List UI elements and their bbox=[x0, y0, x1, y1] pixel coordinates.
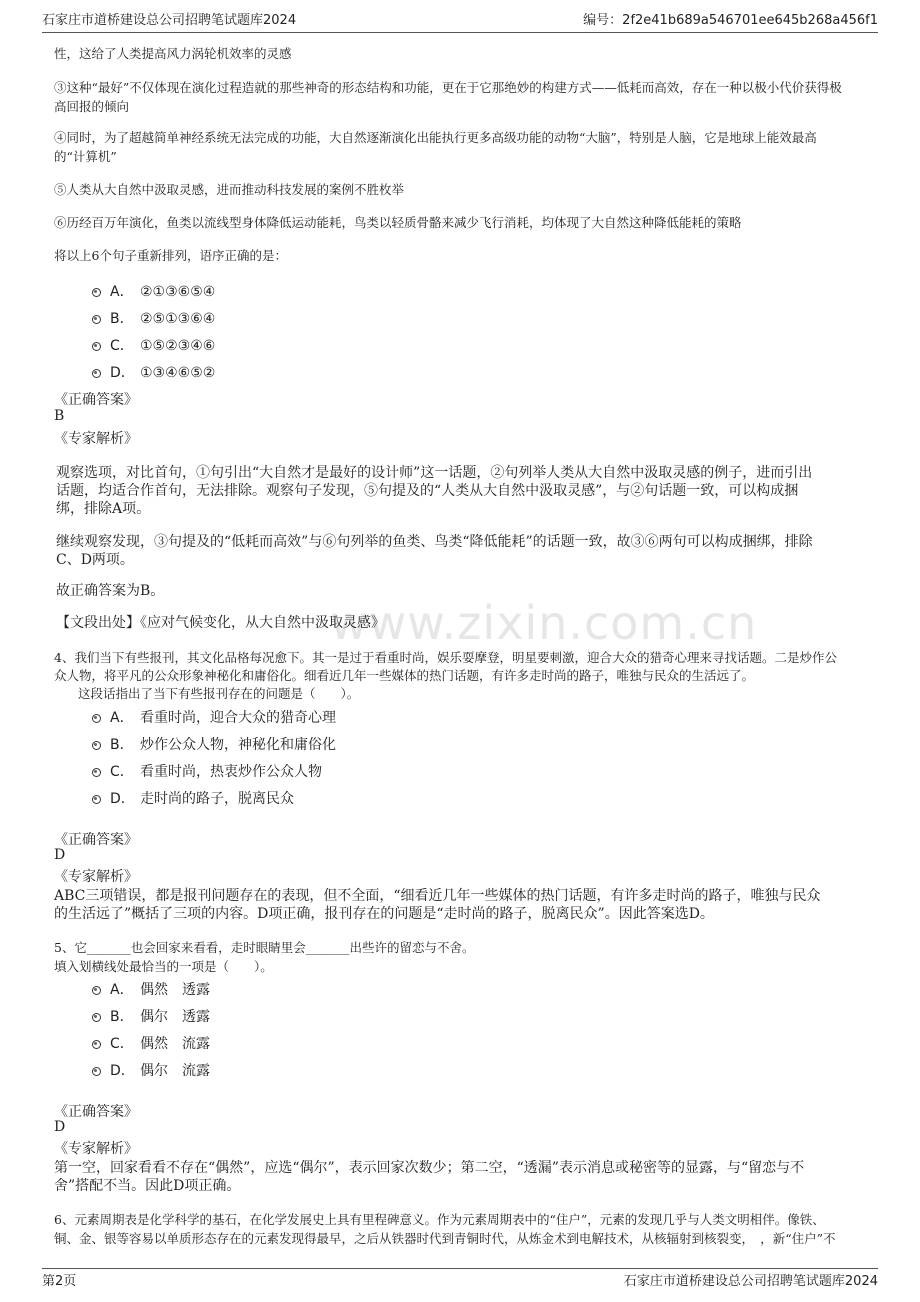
q3-analysis-1: 观察选项，对比首句，①句引出“大自然才是最好的设计师”这一话题，②句列举人类从大自然中汲取灵感的例子，进而引出 bbox=[56, 465, 813, 481]
q3-prompt: 将以上6个句子重新排列，语序正确的是： bbox=[54, 248, 287, 263]
q4-prompt: 这段话指出了当下有些报刊存在的问题是（ ）。 bbox=[78, 686, 360, 701]
q5-option-a[interactable]: A． 偶然 透露 bbox=[92, 979, 210, 999]
q3-analysis-6: 故正确答案为B。 bbox=[56, 583, 165, 599]
q3-line-4: ④同时，为了超越简单神经系统无法完成的功能，大自然逐渐演化出能执行更多高级功能的动物“大脑”，特别是人脑，它是地球上能效最高 bbox=[54, 130, 817, 145]
q3-option-d[interactable]: D． ①③④⑥⑤② bbox=[92, 362, 215, 382]
q5-analysis-1: 第一空，回家看看不存在“偶然”，应选“偶尔”，表示回家次数少；第二空，“透漏”表示消息或秘密等的显露，与“留恋与不 bbox=[54, 1160, 805, 1176]
q5-prompt: 填入划横线处最恰当的一项是（ ）。 bbox=[54, 959, 273, 974]
q3-line-1: 性，这给了人类提高风力涡轮机效率的灵感 bbox=[54, 46, 292, 61]
page-footer bbox=[42, 1268, 878, 1291]
header-title: 石家庄市道桥建设总公司招聘笔试题库2024 bbox=[42, 13, 297, 28]
q4-answer-heading: 《正确答案》 bbox=[54, 832, 138, 848]
q4-stem-2: 众人物，将平凡的公众形象神秘化和庸俗化。细看近几年一些媒体的热门话题，有许多走时尚的路子，唯独与民众的生活远了。 bbox=[54, 668, 755, 683]
q3-analysis-5: C、D两项。 bbox=[56, 552, 134, 568]
q3-line-5: 的“计算机” bbox=[54, 149, 117, 164]
q4-stem-1: 4、我们当下有些报刊，其文化品格每况愈下。其一是过于看重时尚，娱乐耍摩登，明星要刺激，迎合大众的猎奇心理来寻找话题。二是炒作公 bbox=[54, 650, 837, 665]
radio-icon[interactable] bbox=[92, 714, 101, 723]
watermark: www.zixin.com.cn bbox=[330, 596, 758, 650]
radio-icon[interactable] bbox=[92, 795, 101, 804]
radio-icon[interactable] bbox=[92, 288, 101, 297]
q5-analysis-heading: 《专家解析》 bbox=[54, 1141, 138, 1157]
q5-answer: D bbox=[54, 1119, 66, 1135]
q6-stem-1: 6、元素周期表是化学科学的基石，在化学发展史上具有里程碑意义。作为元素周期表中的“住户”，元素的发现几乎与人类文明相伴。像铁、 bbox=[54, 1212, 825, 1227]
q6-stem-2: 铜、金、银等容易以单质形态存在的元素发现得最早，之后从铁器时代到青铜时代，从炼金术到电解技术，从核辐射到核裂变， ，新“住户”不 bbox=[54, 1231, 836, 1246]
radio-icon[interactable] bbox=[92, 741, 101, 750]
radio-icon[interactable] bbox=[92, 1040, 101, 1049]
radio-icon[interactable] bbox=[92, 768, 101, 777]
q5-option-c[interactable]: C． 偶然 流露 bbox=[92, 1033, 210, 1053]
q3-option-a[interactable]: A． ②①③⑥⑤④ bbox=[92, 281, 215, 301]
radio-icon[interactable] bbox=[92, 1067, 101, 1076]
q5-stem: 5、它_______也会回家来看看，走时眼睛里会_______出些许的留恋与不舍。 bbox=[54, 940, 475, 955]
footer-title: 石家庄市道桥建设总公司招聘笔试题库2024 bbox=[623, 1274, 878, 1289]
q3-analysis-heading: 《专家解析》 bbox=[54, 431, 138, 447]
q3-answer: B bbox=[54, 408, 65, 424]
q3-line-3: 高回报的倾向 bbox=[54, 99, 130, 114]
radio-icon[interactable] bbox=[92, 1013, 101, 1022]
radio-icon[interactable] bbox=[92, 315, 101, 324]
q5-option-b[interactable]: B． 偶尔 透露 bbox=[92, 1006, 210, 1026]
q4-answer: D bbox=[54, 847, 66, 863]
q3-analysis-2: 话题，均适合作首句，无法排除。观察句子发现，⑤句提及的“人类从大自然中汲取灵感”，与②句话题一致，可以构成捆 bbox=[56, 483, 799, 499]
q4-analysis-2: 的生活远了”概括了三项的内容。D项正确，报刊存在的问题是“走时尚的路子，脱离民众”。因此答案选D。 bbox=[54, 906, 714, 922]
page-number: 第2页 bbox=[42, 1274, 77, 1289]
q3-option-b[interactable]: B． ②⑤①③⑥④ bbox=[92, 308, 215, 328]
q5-analysis-2: 舍”搭配不当。因此D项正确。 bbox=[54, 1178, 241, 1194]
q3-line-7: ⑥历经百万年演化，鱼类以流线型身体降低运动能耗，鸟类以轻质骨骼来减少飞行消耗，均体现了大自然这种降低能耗的策略 bbox=[54, 215, 742, 230]
header-code: 编号：2f2e41b689a546701ee645b268a456f1 bbox=[583, 13, 878, 28]
q3-analysis-4: 继续观察发现，③句提及的“低耗而高效”与⑥句列举的鱼类、鸟类“降低能耗”的话题一致，故③⑥两句可以构成捆绑，排除 bbox=[56, 534, 813, 550]
radio-icon[interactable] bbox=[92, 986, 101, 995]
q3-answer-heading: 《正确答案》 bbox=[54, 392, 138, 408]
q5-option-d[interactable]: D． 偶尔 流露 bbox=[92, 1060, 210, 1080]
q3-analysis-3: 绑，排除A项。 bbox=[56, 501, 151, 517]
q3-option-c[interactable]: C． ①⑤②③④⑥ bbox=[92, 335, 215, 355]
q4-option-c[interactable]: C． 看重时尚，热衷炒作公众人物 bbox=[92, 761, 322, 781]
q4-option-d[interactable]: D． 走时尚的路子，脱离民众 bbox=[92, 788, 294, 808]
q5-answer-heading: 《正确答案》 bbox=[54, 1104, 138, 1120]
radio-icon[interactable] bbox=[92, 369, 101, 378]
q4-analysis-heading: 《专家解析》 bbox=[54, 869, 138, 885]
q4-analysis-1: ABC三项错误，都是报刊问题存在的表现，但不全面，“细看近几年一些媒体的热门话题，有许多走时尚的路子，唯独与民众 bbox=[54, 888, 821, 904]
radio-icon[interactable] bbox=[92, 342, 101, 351]
q3-line-6: ⑤人类从大自然中汲取灵感，进而推动科技发展的案例不胜枚举 bbox=[54, 182, 405, 197]
page-header bbox=[42, 10, 878, 33]
q4-option-a[interactable]: A． 看重时尚，迎合大众的猎奇心理 bbox=[92, 707, 336, 727]
q3-line-2: ③这种“最好”不仅体现在演化过程造就的那些神奇的形态结构和功能，更在于它那绝妙的构建方式——低耗而高效，存在一种以极小代价获得极 bbox=[54, 80, 842, 95]
q4-option-b[interactable]: B． 炒作公众人物，神秘化和庸俗化 bbox=[92, 734, 336, 754]
q3-source: 【文段出处】《应对气候变化，从大自然中汲取灵感》 bbox=[56, 615, 385, 631]
